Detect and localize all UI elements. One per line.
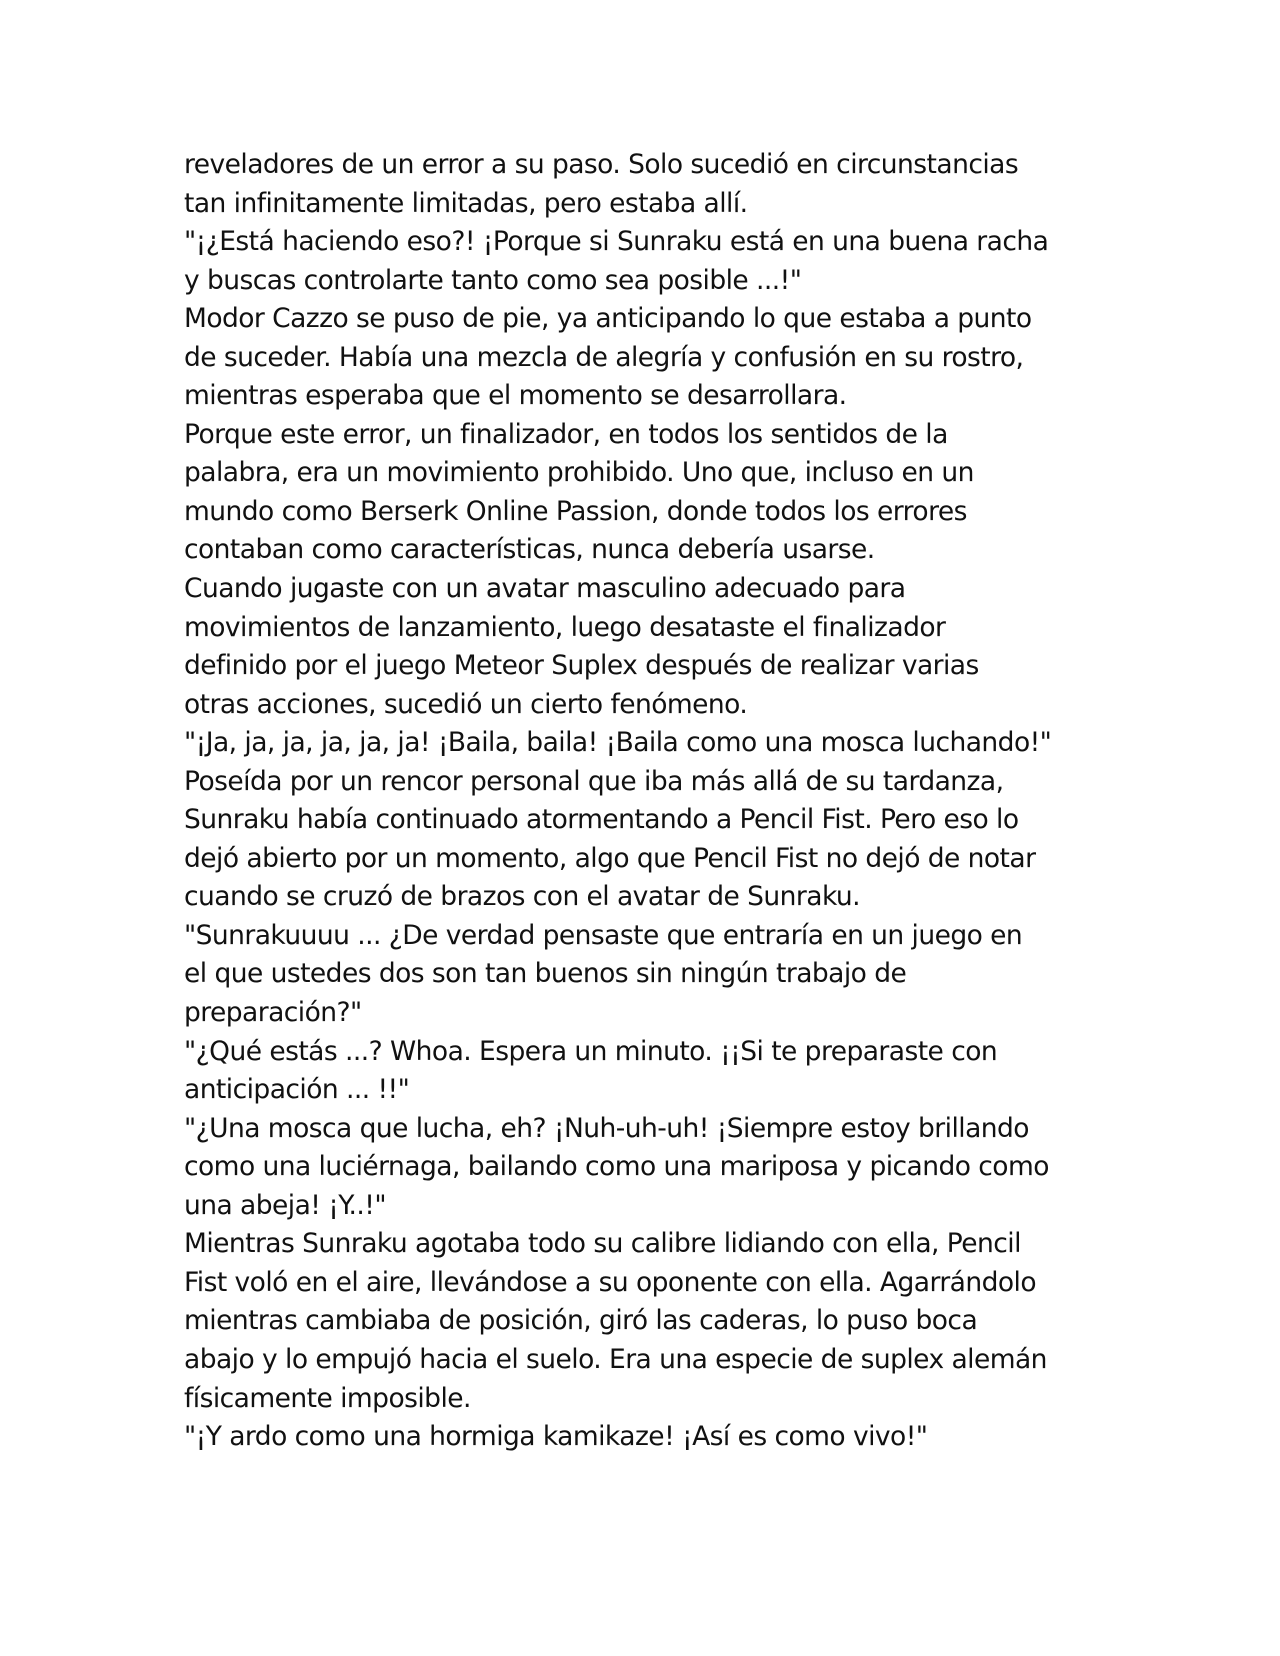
text-line: "¿Una mosca que lucha, eh? ¡Nuh-uh-uh! ¡Siempre estoy brillando	[184, 1112, 1029, 1144]
text-line: Poseída por un rencor personal que iba más allá de su tardanza,	[184, 765, 1004, 797]
text-line: reveladores de un error a su paso. Solo sucedió en circunstancias	[184, 149, 1019, 180]
text-line: Cuando jugaste con un avatar masculino adecuado para	[184, 573, 906, 605]
text-line: "¡¿Está haciendo eso?! ¡Porque si Sunraku está en una buena racha	[184, 226, 1049, 258]
text-line: de suceder. Había una mezcla de alegría y confusión en su rostro,	[184, 341, 1024, 373]
text-line: Modor Cazzo se puso de pie, ya anticipando lo que estaba a punto	[184, 303, 1032, 335]
text-line: definido por el juego Meteor Suplex después de realizar varias	[184, 650, 979, 682]
text-line: mientras cambiaba de posición, giró las caderas, lo puso boca	[184, 1305, 978, 1337]
text-line: "¡Ja, ja, ja, ja, ja, ja! ¡Baila, baila! ¡Baila como una mosca luchando!"	[184, 727, 1052, 759]
text-line: "Sunrakuuuu ... ¿De verdad pensaste que entraría en un juego en	[184, 919, 1023, 951]
text-line: anticipación ... !!"	[184, 1074, 410, 1106]
text-line: tan infinitamente limitadas, pero estaba allí.	[184, 187, 748, 219]
text-line: Fist voló en el aire, llevándose a su oponente con ella. Agarrándolo	[184, 1266, 1037, 1298]
text-line: Mientras Sunraku agotaba todo su calibre lidiando con ella, Pencil	[184, 1228, 1021, 1260]
text-line: Porque este error, un finalizador, en todos los sentidos de la	[184, 418, 948, 450]
text-line: movimientos de lanzamiento, luego desataste el finalizador	[184, 611, 946, 643]
text-line: mientras esperaba que el momento se desarrollara.	[184, 380, 847, 412]
text-line: el que ustedes dos son tan buenos sin ningún trabajo de	[184, 958, 907, 990]
document-page	[184, 146, 1104, 1457]
text-line: palabra, era un movimiento prohibido. Uno que, incluso en un	[184, 457, 974, 489]
text-line: otras acciones, sucedió un cierto fenómeno.	[184, 688, 748, 720]
text-line: "¡Y ardo como una hormiga kamikaze! ¡Así es como vivo!"	[184, 1421, 928, 1453]
text-line: contaban como características, nunca debería usarse.	[184, 534, 875, 566]
text-line: cuando se cruzó de brazos con el avatar de Sunraku.	[184, 881, 861, 913]
text-line: mundo como Berserk Online Passion, donde todos los errores	[184, 495, 967, 527]
text-line: una abeja! ¡Y..!"	[184, 1189, 387, 1221]
text-line: y buscas controlarte tanto como sea posible ...!"	[184, 264, 802, 296]
text-line: abajo y lo empujó hacia el suelo. Era una especie de suplex alemán	[184, 1343, 1047, 1375]
text-line: como una luciérnaga, bailando como una mariposa y picando como	[184, 1151, 1049, 1183]
text-line: "¿Qué estás ...? Whoa. Espera un minuto. ¡¡Si te preparaste con	[184, 1035, 998, 1067]
text-line: Sunraku había continuado atormentando a Pencil Fist. Pero eso lo	[184, 804, 1019, 836]
text-line: dejó abierto por un momento, algo que Pencil Fist no dejó de notar	[184, 842, 1036, 874]
text-line: físicamente imposible.	[184, 1382, 471, 1414]
text-line: preparación?"	[184, 997, 362, 1029]
